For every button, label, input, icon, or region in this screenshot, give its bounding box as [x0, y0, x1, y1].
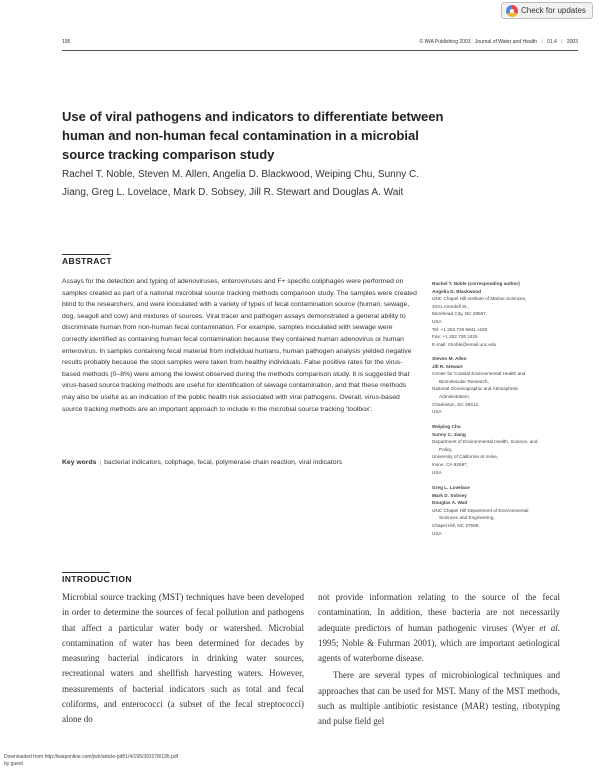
body-paragraph: not provide information relating to the source of the fecal contamination. In addition, these bacteria are not necessarily adequate predictors of human pathogenic viruses (Wyer et al. 1995; Noble & Fuhrman 2001), which are important aetiological agents of waterborne disease. — [318, 592, 560, 664]
affil-line: Morehead City, NC 28557, — [432, 311, 488, 317]
affil-line: USA — [432, 409, 442, 415]
affil-line: Jill R. Stewart — [432, 363, 463, 369]
affil-line: Chapel Hill, NC 27599, — [432, 522, 480, 528]
journal-info — [419, 39, 578, 45]
copyright: © IWA Publishing 2003 — [419, 39, 471, 45]
affiliation-block-4 — [432, 484, 562, 537]
body-column-left — [62, 590, 304, 728]
affil-line: Biomolecular Research, — [439, 378, 489, 384]
download-footer — [4, 754, 178, 767]
affil-line: Douglas A. Wait — [432, 500, 468, 506]
affil-line: Steven M. Allen — [432, 356, 467, 361]
abstract-text: Assays for the detection and typing of adenoviruses, enteroviruses and F+ specific coliphages were performed on samples created as part of a national microbial source tracking methods comparison study. The samples were created blind to the researchers, and were inoculated with a variety of types of fecal contamination source (human, sewage, dog, seagull and cow) and mixtures of sources. Viral tracer and pathogen assays demonstrated a general ability to discriminate human from non-human fecal contamination. For example, samples inoculated with sewage were correctly identified as containing human fecal contamination because they contained human adenovirus or human enterovirus. In samples containing fecal material from individual humans, human pathogen analysis yielded negative results probably because the stool samples were taken from healthy individuals. False positive rates for the virus-based methods (0–8%) were among the lowest observed during the methods comparison study. It is suggested that virus-based source tracking methods are useful for identification of sewage contamination, and that these methods may also be useful as an indication of the public health risk associated with viral pathogens. Overall, virus-based source tracking methods are an important approach to include in the microbial source tracking 'toolbox'. — [62, 278, 417, 413]
keywords-list: bacterial indicators, coliphage, fecal, polymerase chain reaction, viral indicators — [104, 459, 343, 466]
affil-line: Charleston, SC 29412, — [432, 401, 480, 407]
affil-line: USA — [432, 469, 442, 475]
body-paragraph: There are several types of microbiological techniques and approaches that can be used for MST. Many of the MST methods, such as multiple antibiotic resistance (MAR) testing, ribotyping and pulse field gel — [318, 670, 560, 727]
keywords-separator: | — [99, 459, 102, 466]
affil-line: Policy, — [439, 446, 453, 452]
affil-line: Angelia D. Blackwood — [432, 288, 481, 294]
header-divider — [62, 50, 578, 51]
affil-line: Sunny C. Jiang — [432, 431, 466, 437]
journal-name: Journal of Water and Health — [474, 39, 537, 45]
affil-line: Administration, — [439, 393, 471, 399]
affil-line: Center for Coastal Environmental Health and — [432, 371, 526, 377]
affil-line: Mark D. Sobsey — [432, 492, 467, 498]
affiliation-block-2 — [432, 355, 562, 416]
affil-line: USA — [432, 318, 442, 324]
header-separator: | — [541, 39, 543, 45]
introduction-heading: INTRODUCTION — [62, 574, 132, 584]
introduction-rule — [62, 572, 110, 573]
body-column-right — [318, 590, 560, 730]
affil-line: Rachel T. Noble (corresponding author) — [432, 281, 520, 286]
running-header — [62, 39, 578, 45]
check-for-updates-button[interactable] — [501, 2, 593, 19]
abstract-heading: ABSTRACT — [62, 256, 112, 266]
affil-line: Irvine, CA 92697, — [432, 461, 468, 467]
affil-line: Greg L. Lovelace — [432, 485, 470, 490]
et-al: et al. — [539, 622, 560, 633]
affil-line: Fax: +1 252 726 2426 — [432, 334, 478, 340]
keywords — [62, 459, 422, 466]
affil-line: Weiping Chu — [432, 424, 461, 429]
header-separator: | — [561, 39, 563, 45]
author-list: Rachel T. Noble, Steven M. Allen, Angelia D. Blackwood, Weiping Chu, Sunny C. Jiang, Greg L. Lovelace, Mark D. Sobsey, Jill R. Stewart and Douglas A. Wait — [62, 169, 420, 198]
affil-line: Sciences and Engineering, — [439, 515, 495, 521]
journal-volume: 01.4 — [547, 39, 557, 45]
affil-line: Tel: +1 252 726 6841 x150 — [432, 326, 488, 332]
journal-year: 2003 — [566, 39, 578, 45]
affil-line: UNC Chapel Hill Institute of Marine Sciences, — [432, 296, 527, 302]
page-number: 195 — [62, 39, 71, 45]
affiliation-block-3 — [432, 423, 562, 476]
affil-line: University of California at Irvine, — [432, 454, 499, 460]
body-paragraph: Microbial source tracking (MST) techniques have been developed in order to determine the sources of fecal pollution and pathogens that affect a particular water body or watershed. Microbial contamination of water has been determined for decades by measuring bacterial indicators in drinking water sources, recreational waters and shellfish harvesting waters. However, measurements of bacterial indicators such as total and fecal coliforms, and enterococci (a subset of the fecal streptococci) alone do — [62, 592, 304, 725]
check-for-updates-label: Check for updates — [521, 6, 586, 15]
affil-line: Department of Environmental Health, Science, and — [432, 439, 538, 445]
crossmark-icon — [506, 5, 518, 17]
abstract-rule — [62, 254, 110, 255]
download-by: by guest — [4, 760, 23, 767]
keywords-label: Key words — [62, 459, 97, 466]
affil-line: 3431 Arendell St., — [432, 303, 470, 309]
affil-line: National Oceanographic and Atmospheric — [432, 386, 519, 392]
download-url[interactable]: Downloaded from http://iwaponline.com/jwh/article-pdf/1/4/195/393278/195.pdf — [4, 754, 178, 760]
affil-line: USA — [432, 530, 442, 536]
affil-line: UNC Chapel Hill Department of Environmental — [432, 507, 529, 513]
affil-email[interactable]: E-mail: rtnoble@email.unc.edu — [432, 341, 497, 347]
affiliation-block-1 — [432, 280, 562, 348]
article-title: Use of viral pathogens and indicators to differentiate between human and non-human fecal contamination in a microbial source tracking comparison study — [62, 109, 444, 162]
